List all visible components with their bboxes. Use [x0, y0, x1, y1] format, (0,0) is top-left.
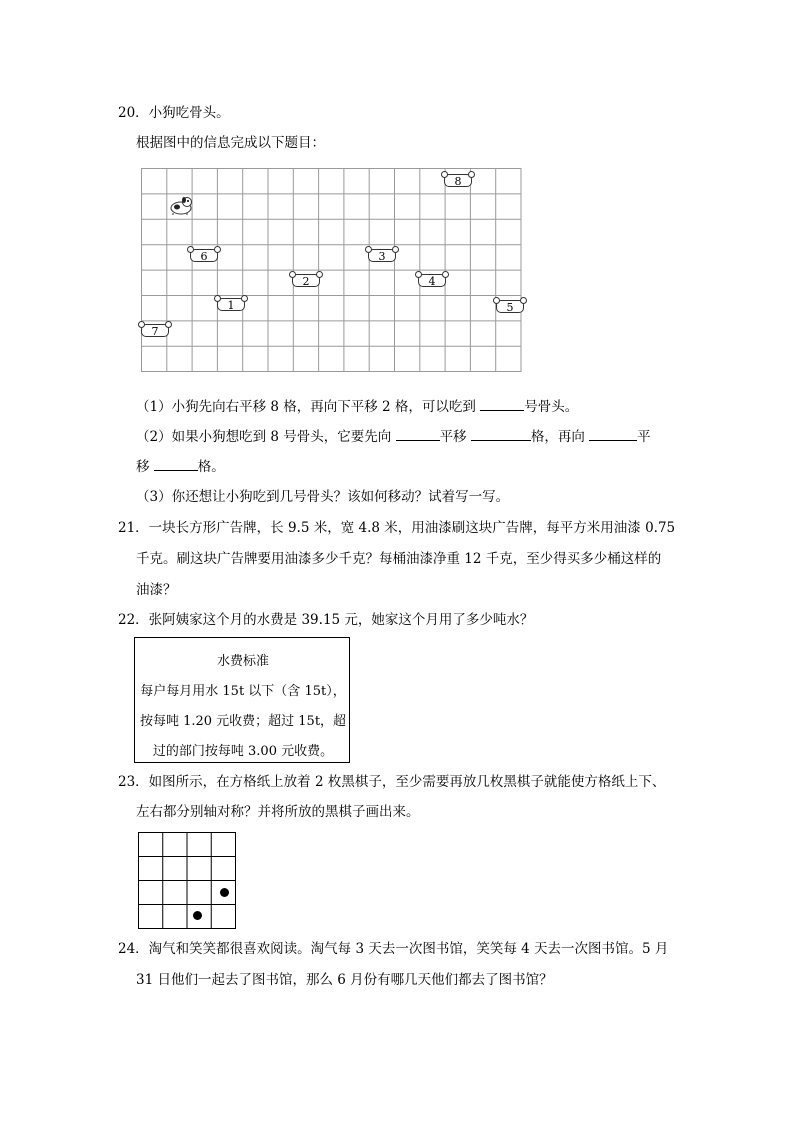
water-fee-box [134, 637, 350, 763]
q20-intro: 根据图中的信息完成以下题目： [136, 135, 325, 151]
q21-line1: 21．一块长方形广告牌，长 9.5 米，宽 4.8 米，用油漆刷这块广告牌，每平方米用油漆 0.75 [118, 520, 676, 536]
q24-line2: 31 日他们一起去了图书馆，那么 6 月份有哪几天他们都去了图书馆？ [136, 972, 553, 988]
answer-blank[interactable] [589, 428, 637, 441]
water-fee-line3: 过的部门按每吨 3.00 元收费。 [152, 744, 334, 759]
q23-line1: 23．如图所示，在方格纸上放着 2 枚黑棋子，至少需要再放几枚黑棋子就能使方格纸上下、 [118, 774, 666, 790]
q20-part2-text-d: 平 [637, 429, 651, 445]
q20-title: 20．小狗吃骨头。 [118, 105, 230, 121]
bone-4: 4 [418, 274, 446, 287]
bone-3: 3 [368, 249, 396, 262]
bone-5: 5 [496, 300, 524, 313]
chess-grid [138, 832, 238, 930]
q22-line1: 22．张阿姨家这个月的水费是 39.15 元，她家这个月用了多少吨水？ [118, 612, 534, 628]
bone-8: 8 [444, 174, 472, 187]
dog-icon [167, 195, 195, 217]
answer-blank[interactable] [471, 428, 531, 441]
q20-part1-text-b: 号骨头。 [524, 399, 579, 415]
bone-1: 1 [217, 298, 245, 311]
q20-part1 [136, 398, 578, 415]
q20-part2-text-e: 移 [136, 459, 154, 475]
q21-line2: 千克。刷这块广告牌要用油漆多少千克？每桶油漆净重 12 千克，至少得买多少桶这样的 [136, 551, 662, 567]
q20-part2-text-c: 格，再向 [530, 429, 590, 445]
q20-part2-text-a: （2）如果小狗想吃到 8 号骨头，它要先向 [136, 429, 396, 445]
q23-line2: 左右都分别轴对称？并将所放的黑棋子画出来。 [136, 804, 420, 820]
answer-blank[interactable] [396, 428, 440, 441]
black-stone [220, 888, 229, 897]
q20-part2 [136, 428, 651, 445]
q20-part2-text-b: 平移 [439, 429, 471, 445]
q20-part2-cont [136, 458, 225, 475]
water-fee-title: 水费标准 [216, 654, 269, 669]
q20-part2-text-f: 格。 [197, 459, 225, 475]
answer-blank[interactable] [154, 458, 198, 471]
bone-grid [141, 168, 523, 373]
water-fee-line2: 按每吨 1.20 元收费；超过 15t，超 [139, 714, 347, 729]
bone-6: 6 [190, 249, 218, 262]
q24-line1: 24．淘气和笑笑都很喜欢阅读。淘气每 3 天去一次图书馆，笑笑每 4 天去一次图书馆。5 月 [118, 941, 669, 957]
black-stone [193, 911, 202, 920]
bone-2: 2 [292, 274, 320, 287]
q20-part1-text-a: （1）小狗先向右平移 8 格，再向下平移 2 格，可以吃到 [136, 399, 481, 415]
q21-line3: 油漆？ [136, 582, 177, 598]
water-fee-line1: 每户每月用水 15t 以下（含 15t）， [140, 684, 346, 699]
answer-blank[interactable] [480, 398, 524, 411]
bone-7: 7 [141, 324, 169, 337]
q20-part3: （3）你还想让小狗吃到几号骨头？该如何移动？试着写一写。 [136, 489, 510, 505]
